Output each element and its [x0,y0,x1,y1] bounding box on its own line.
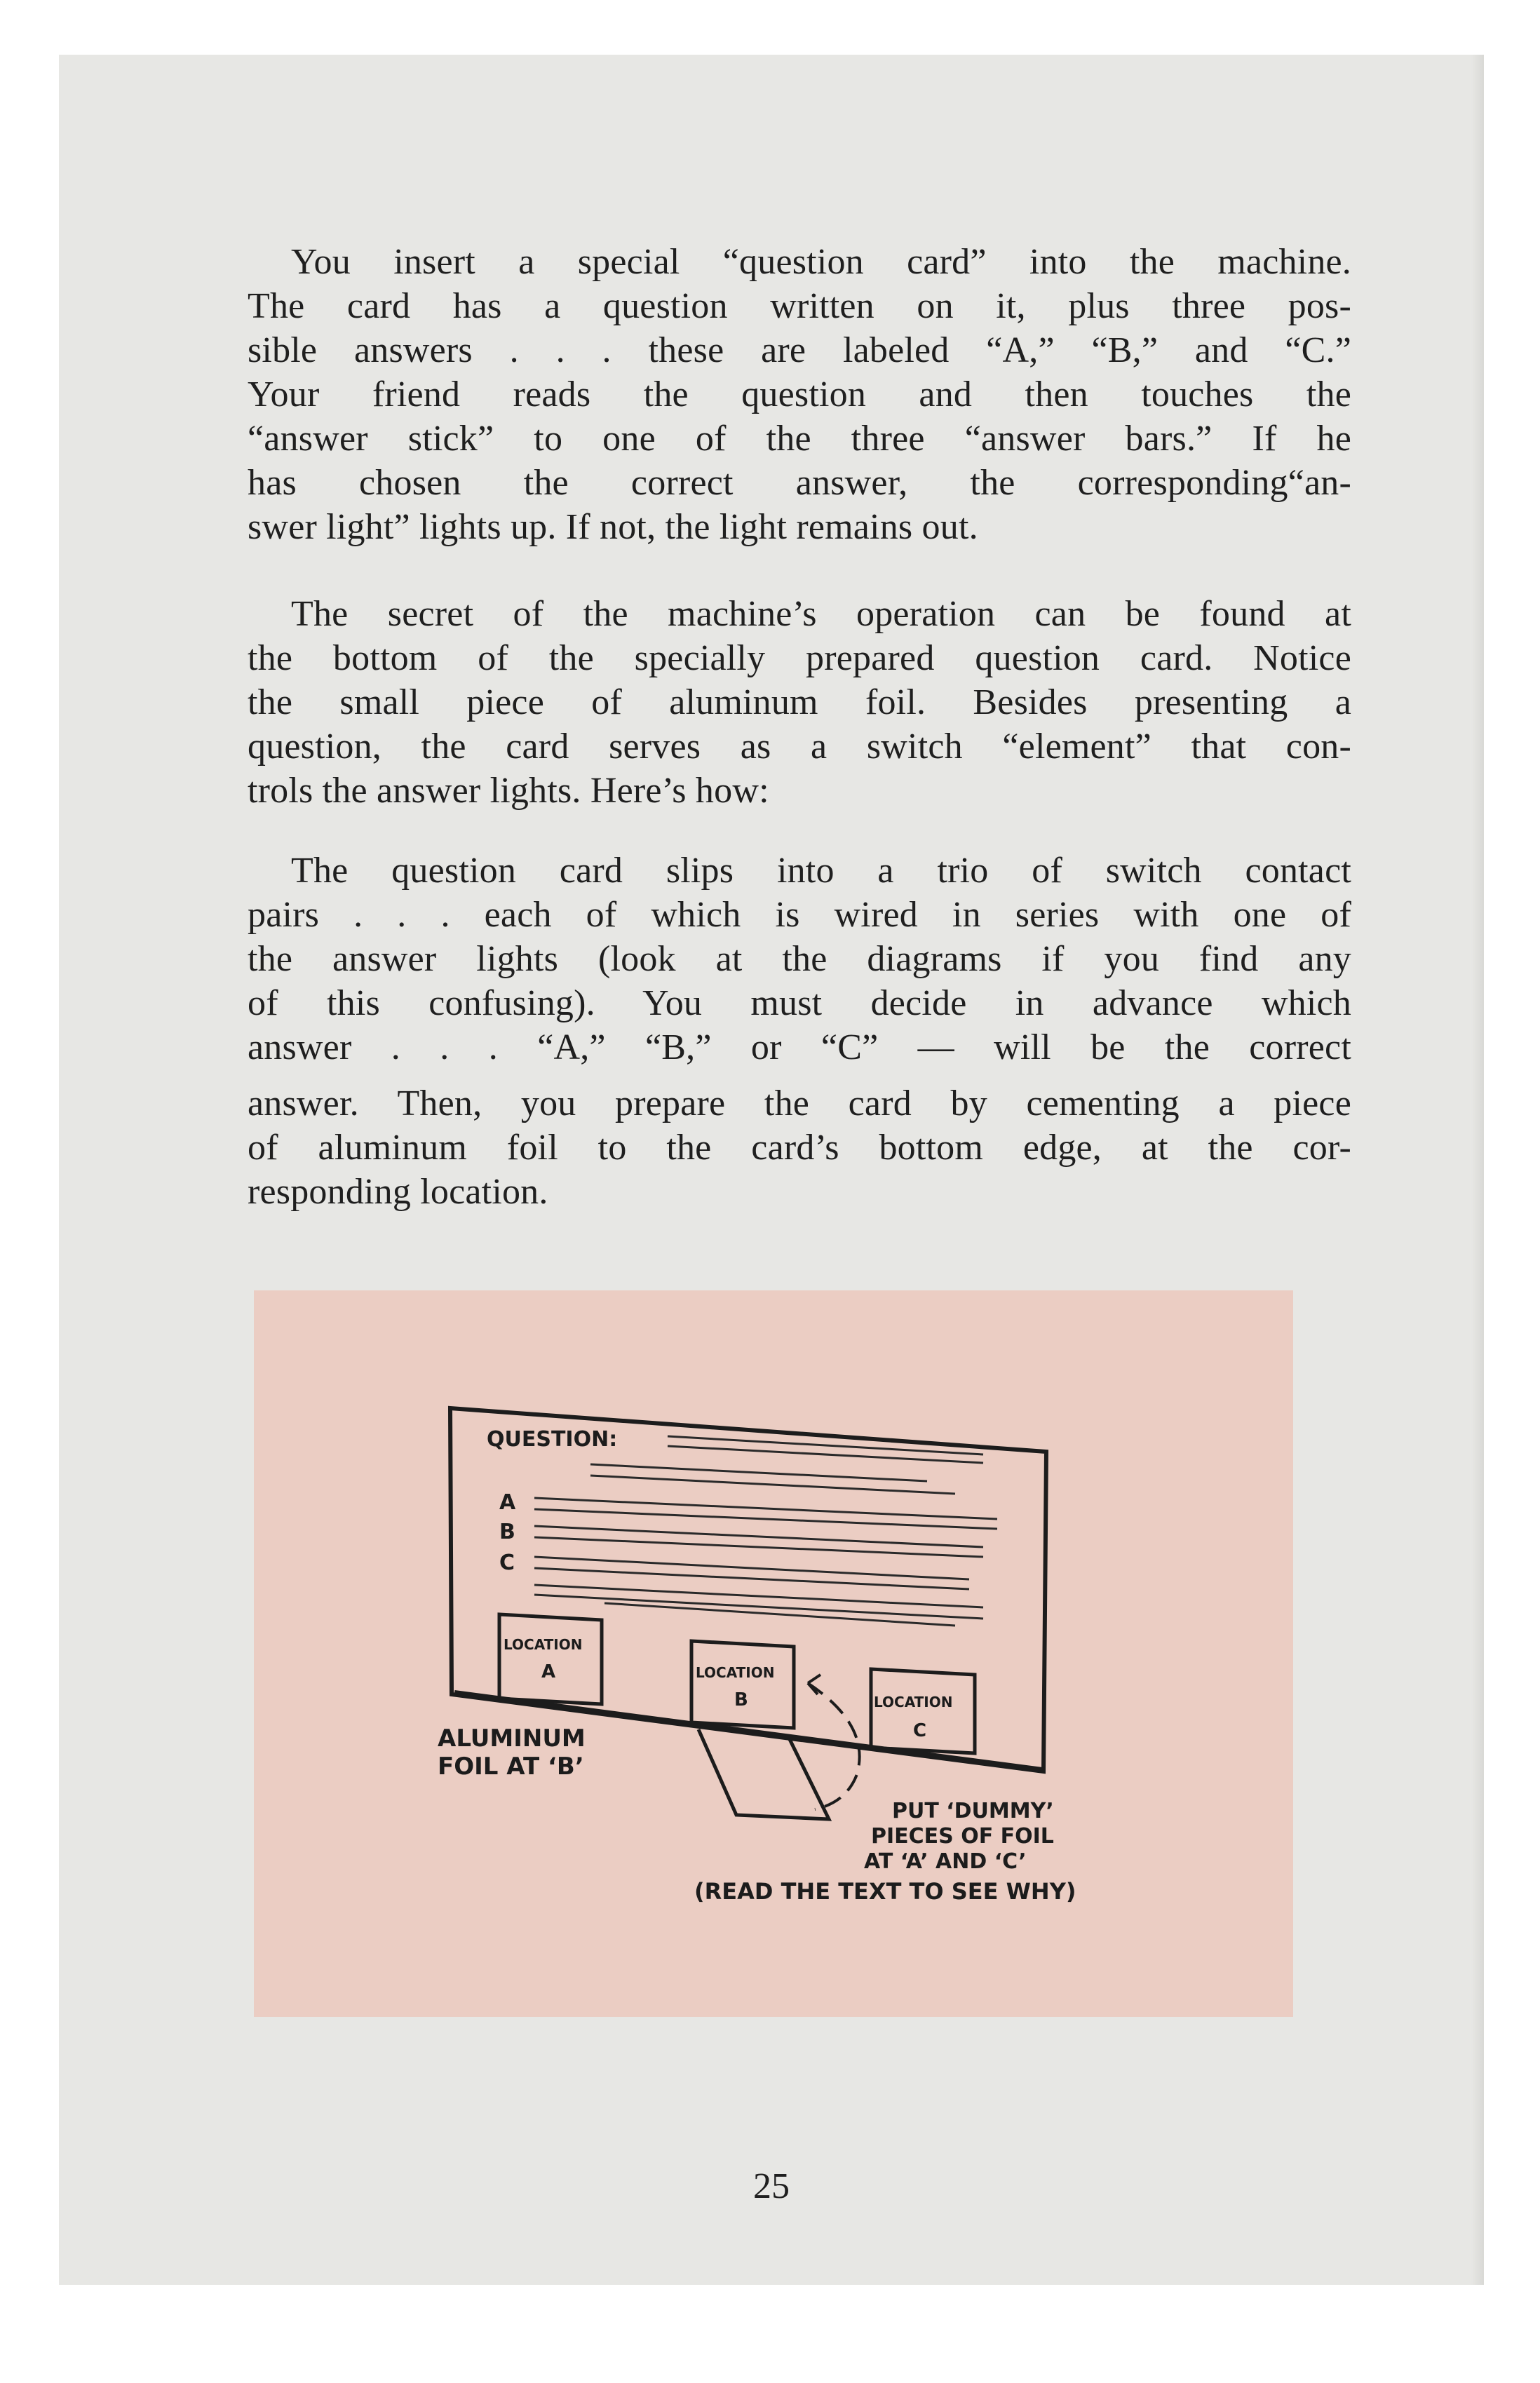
location-a-letter: A [541,1661,556,1682]
card-outline [450,1408,1046,1771]
text-line: The secret of the machine’s operation can be found at [291,594,1351,634]
text-line: “answer stick” to one of the three “answer bars.” If he [248,419,1351,459]
dummy-label-line-3: AT ‘A’ AND ‘C’ [864,1849,1027,1874]
answer-letter-a: A [499,1490,516,1515]
location-c-letter: C [913,1720,927,1741]
paragraph-switch-contacts [248,849,1351,1069]
foil-label-line-1: ALUMINUM [438,1724,586,1753]
paragraph-prepare-card [248,1081,1351,1214]
location-c-label: LOCATION [874,1694,953,1710]
page-number: 25 [753,2166,790,2206]
page-edge-shadow [1471,55,1484,2285]
text-line: swer light” lights up. If not, the light remains out. [248,507,978,547]
location-b-letter: B [734,1689,748,1710]
text-line: of this confusing). You must decide in advance which [248,983,1351,1023]
text-line: answer . . . “A,” “B,” or “C” — will be the correct [248,1027,1351,1067]
text-line: sible answers . . . these are labeled “A,” “B,” and “C.” [248,330,1351,370]
text-line: You insert a special “question card” into the machine. [291,242,1351,282]
paragraph-question-card-intro [248,240,1351,549]
diagram-drawing [254,1290,1293,2017]
location-a-label: LOCATION [504,1636,583,1653]
answer-letter-b: B [499,1520,515,1544]
book-page [59,55,1484,2285]
text-line: pairs . . . each of which is wired in series with one of [248,895,1351,935]
text-line: the small piece of aluminum foil. Besides presenting a [248,682,1351,722]
question-card-diagram [254,1290,1293,2017]
text-line: the bottom of the specially prepared question card. Notice [248,638,1351,678]
text-line: the answer lights (look at the diagrams if you find any [248,939,1351,979]
question-label: QUESTION: [487,1427,618,1452]
foil-label-line-2: FOIL AT ‘B’ [438,1753,584,1781]
dummy-label-line-4: (READ THE TEXT TO SEE WHY) [694,1878,1076,1905]
text-line: trols the answer lights. Here’s how: [248,771,769,811]
location-b-label: LOCATION [696,1664,775,1681]
question-lines [534,1436,997,1626]
dummy-label-line-2: PIECES OF FOIL [871,1824,1054,1849]
location-a-box [499,1614,602,1704]
text-line: responding location. [248,1172,548,1212]
location-b-box [691,1641,794,1728]
dummy-label-line-1: PUT ‘DUMMY’ [892,1799,1054,1823]
text-line: Your friend reads the question and then touches the [248,374,1351,414]
text-line: question, the card serves as a switch “element” that con- [248,727,1351,767]
text-line: of aluminum foil to the card’s bottom edge, at the cor- [248,1128,1351,1168]
text-line: has chosen the correct answer, the corresponding“an- [248,463,1351,503]
text-line: The card has a question written on it, plus three pos- [248,286,1351,326]
answer-letter-c: C [499,1551,515,1575]
text-line: answer. Then, you prepare the card by cementing a piece [248,1084,1351,1123]
paragraph-machine-secret [248,592,1351,813]
text-line: The question card slips into a trio of switch contact [291,851,1351,891]
